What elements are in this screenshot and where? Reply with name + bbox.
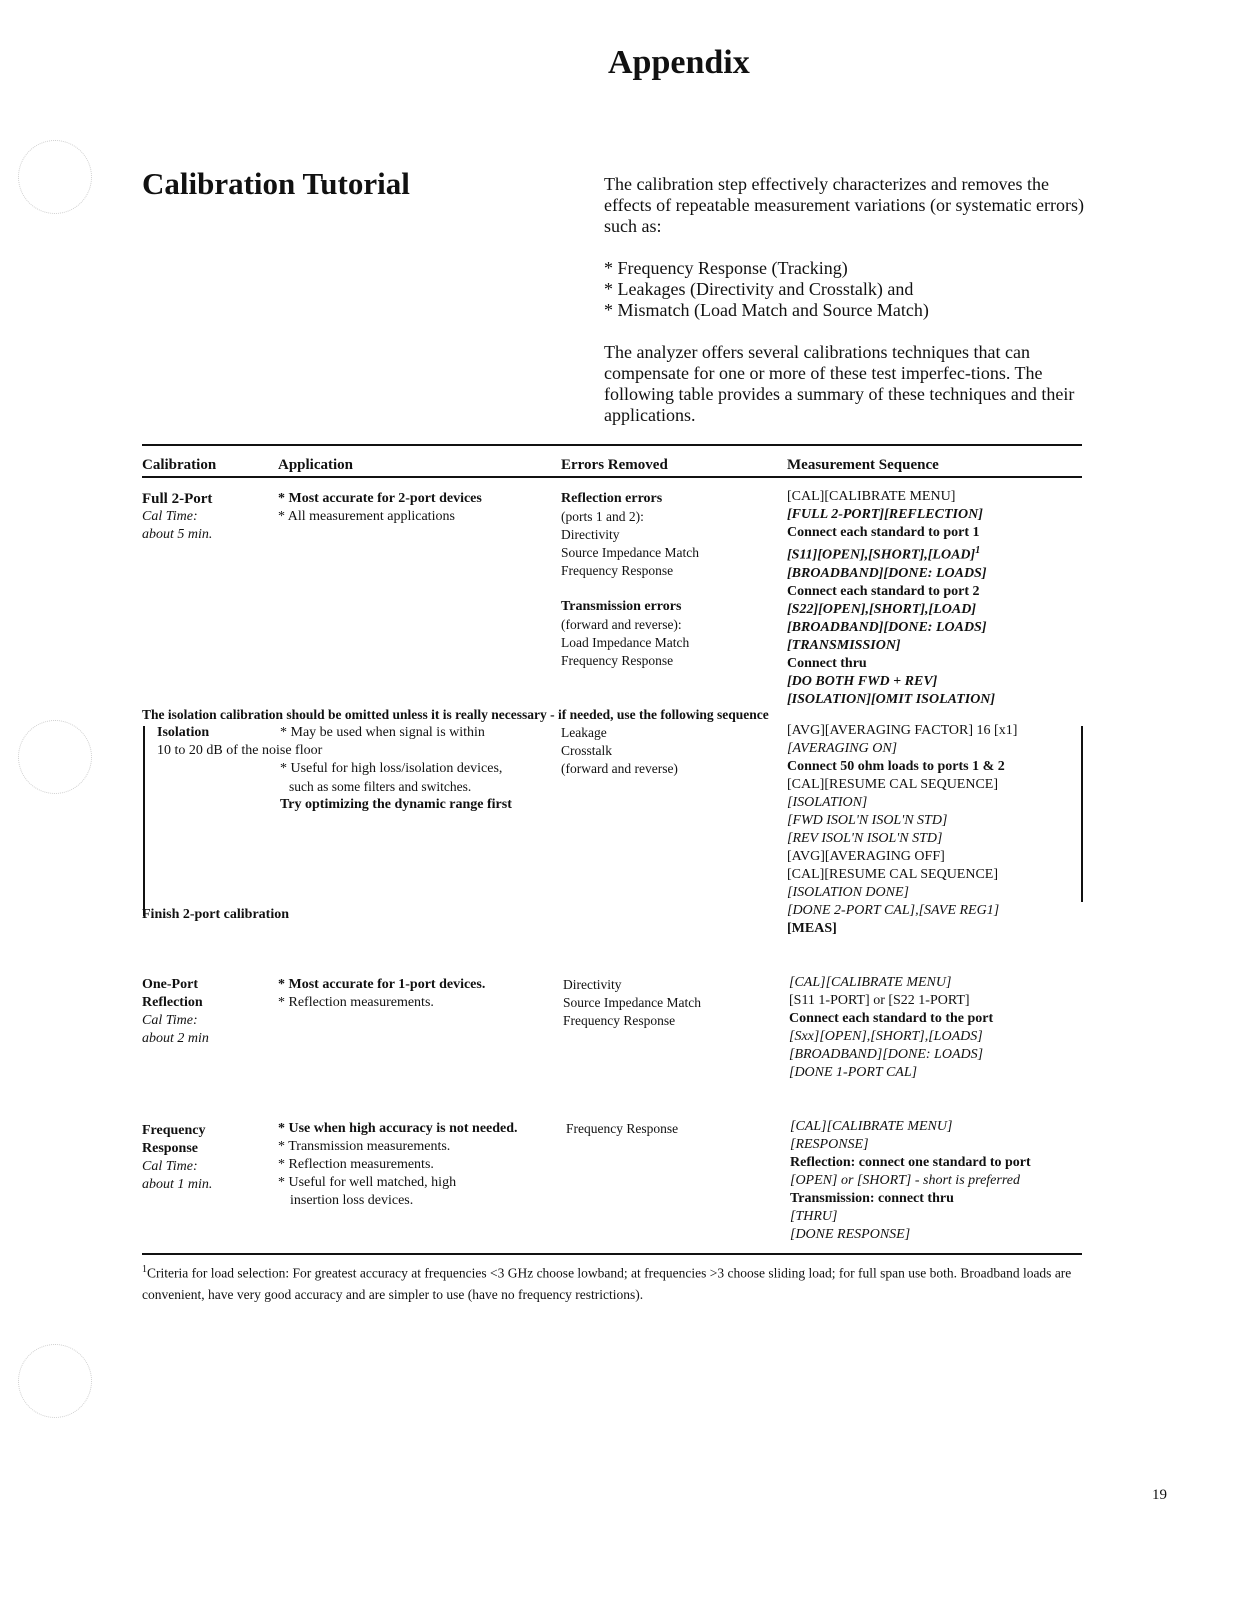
intro-paragraph-1: The calibration step effectively characterizes and removes the effects of repeatable measurement variations (or systematic errors) such as: bbox=[604, 174, 1084, 236]
full-2port-err: Directivity bbox=[561, 527, 620, 542]
footnote-mark: 1 bbox=[142, 1264, 147, 1275]
full-2port-seq: [BROADBAND][DONE: LOADS] bbox=[787, 619, 987, 635]
intro-paragraph-2: The analyzer offers several calibrations techniques that can compensate for one or more of these test imperfec-tions. The following table provides a summary of these techniques and their applications. bbox=[604, 342, 1075, 425]
full-2port-seq: [TRANSMISSION] bbox=[787, 637, 901, 653]
full-2port-seq: Connect thru bbox=[787, 655, 867, 671]
isolation-sequence-cell bbox=[787, 722, 1017, 902]
oneport-app-1: * Most accurate for 1-port devices. bbox=[278, 977, 486, 992]
isolation-name: Isolation bbox=[157, 725, 210, 740]
intro-bullet: * Frequency Response (Tracking) bbox=[604, 258, 848, 278]
freqresp-app-1: * Use when high accuracy is not needed. bbox=[278, 1121, 518, 1136]
oneport-seq: [BROADBAND][DONE: LOADS] bbox=[789, 1047, 984, 1062]
intro-bullet-list bbox=[604, 258, 1094, 321]
freqresp-seq: [THRU] bbox=[790, 1209, 838, 1224]
isolation-seq: [REV ISOL'N ISOL'N STD] bbox=[787, 831, 943, 846]
full-2port-err: (forward and reverse): bbox=[561, 617, 682, 632]
isolation-seq: [AVERAGING ON] bbox=[787, 741, 898, 756]
binder-hole-top bbox=[18, 140, 92, 214]
isolation-seq: [FWD ISOL'N ISOL'N STD] bbox=[787, 813, 948, 828]
column-header-errors: Errors Removed bbox=[561, 457, 668, 473]
oneport-err: Directivity bbox=[563, 977, 622, 992]
freqresp-cal-time-label: Cal Time: bbox=[142, 1159, 198, 1174]
isolation-note: The isolation calibration should be omitted unless it is really necessary - if needed, use the following sequence bbox=[142, 707, 769, 722]
oneport-name-2: Reflection bbox=[142, 995, 203, 1010]
oneport-err: Frequency Response bbox=[563, 1013, 676, 1028]
full-2port-seq: [DO BOTH FWD + REV] bbox=[787, 673, 938, 689]
full-2port-err: Load Impedance Match bbox=[561, 635, 690, 650]
oneport-app-2: * Reflection measurements. bbox=[278, 995, 434, 1010]
finish-2port-label: Finish 2-port calibration bbox=[142, 907, 290, 922]
full-2port-cal-time: about 5 min. bbox=[142, 527, 213, 542]
full-2port-seq: [S11][OPEN],[SHORT],[LOAD] bbox=[787, 547, 976, 563]
full-2port-seq: [BROADBAND][DONE: LOADS] bbox=[787, 565, 987, 581]
footnote-text: Criteria for load selection: For greatest accuracy at frequencies <3 GHz choose lowband; at frequencies >3 choose sliding load; for full span use both. Broadband loads are convenient, have very good accuracy and are simpler to use (have no frequency restrictions). bbox=[142, 1265, 1072, 1302]
freqresp-name-1: Frequency bbox=[142, 1123, 206, 1138]
freqresp-calibration-cell bbox=[142, 1122, 212, 1194]
full-2port-calibration-cell bbox=[142, 490, 212, 544]
footnote-rule bbox=[142, 1253, 1082, 1255]
table-top-rule bbox=[142, 444, 1082, 446]
freqresp-app-3: * Reflection measurements. bbox=[278, 1157, 434, 1172]
full-2port-seq: [S22][OPEN],[SHORT],[LOAD] bbox=[787, 601, 976, 617]
freqresp-app-2: * Transmission measurements. bbox=[278, 1139, 451, 1154]
intro-text bbox=[604, 174, 1094, 426]
isolation-seq: [AVG][AVERAGING OFF] bbox=[787, 849, 945, 864]
full-2port-name: Full 2-Port bbox=[142, 491, 213, 507]
column-header-sequence: Measurement Sequence bbox=[787, 457, 939, 473]
oneport-seq: Connect each standard to the port bbox=[789, 1011, 994, 1026]
intro-bullet: * Mismatch (Load Match and Source Match) bbox=[604, 300, 929, 320]
oneport-calibration-cell bbox=[142, 976, 209, 1048]
isolation-app-3: Try optimizing the dynamic range first bbox=[280, 797, 512, 812]
full-2port-sequence-cell bbox=[787, 488, 995, 709]
isolation-err: Leakage bbox=[561, 725, 607, 740]
header-rule bbox=[142, 476, 1082, 478]
freqresp-seq: [OPEN] or [SHORT] - short is preferred bbox=[790, 1173, 1020, 1188]
finish-seq: [MEAS] bbox=[787, 921, 837, 936]
full-2port-app-1: * Most accurate for 2-port devices bbox=[278, 491, 482, 506]
oneport-sequence-cell bbox=[789, 974, 993, 1082]
isolation-seq: Connect 50 ohm loads to ports 1 & 2 bbox=[787, 759, 1005, 774]
isolation-bracket-right bbox=[1081, 726, 1083, 902]
oneport-err: Source Impedance Match bbox=[563, 995, 701, 1010]
isolation-calibration-cell bbox=[157, 724, 209, 742]
full-2port-err: Frequency Response bbox=[561, 563, 674, 578]
freqresp-seq: [RESPONSE] bbox=[790, 1137, 869, 1152]
oneport-seq: [DONE 1-PORT CAL] bbox=[789, 1065, 918, 1080]
column-header-application: Application bbox=[278, 457, 354, 473]
column-header-calibration: Calibration bbox=[142, 457, 217, 473]
isolation-app-2b: such as some filters and switches. bbox=[289, 779, 472, 794]
full-2port-seq: [CAL][CALIBRATE MENU] bbox=[787, 489, 956, 504]
full-2port-err: (ports 1 and 2): bbox=[561, 509, 644, 524]
full-2port-err: Frequency Response bbox=[561, 653, 674, 668]
isolation-seq: [AVG][AVERAGING FACTOR] 16 [x1] bbox=[787, 723, 1018, 738]
oneport-seq: [S11 1-PORT] or [S22 1-PORT] bbox=[789, 993, 970, 1008]
isolation-err: Crosstalk bbox=[561, 743, 613, 758]
oneport-application-cell bbox=[278, 976, 485, 1012]
isolation-seq: [ISOLATION] bbox=[787, 795, 868, 810]
finish-seq: [DONE 2-PORT CAL],[SAVE REG1] bbox=[787, 903, 1000, 918]
freqresp-name-2: Response bbox=[142, 1141, 199, 1156]
footnote-reference-mark: 1 bbox=[975, 545, 981, 556]
isolation-seq: [ISOLATION DONE] bbox=[787, 885, 909, 900]
freqresp-sequence-cell bbox=[790, 1118, 1031, 1244]
freqresp-seq: Reflection: connect one standard to port bbox=[790, 1155, 1031, 1170]
freqresp-app-4b: insertion loss devices. bbox=[290, 1193, 414, 1208]
freqresp-seq: [CAL][CALIBRATE MENU] bbox=[790, 1119, 953, 1134]
full-2port-err: Reflection errors bbox=[561, 491, 663, 506]
intro-bullet: * Leakages (Directivity and Crosstalk) and bbox=[604, 279, 914, 299]
binder-hole-bottom bbox=[18, 1344, 92, 1418]
full-2port-err: Transmission errors bbox=[561, 599, 682, 614]
page-number: 19 bbox=[1152, 1487, 1167, 1503]
isolation-app-1: * May be used when signal is within bbox=[280, 725, 485, 740]
isolation-bracket-left bbox=[143, 726, 145, 916]
full-2port-errors-cell bbox=[561, 490, 699, 670]
oneport-seq: [Sxx][OPEN],[SHORT],[LOADS] bbox=[789, 1029, 983, 1044]
oneport-cal-time-label: Cal Time: bbox=[142, 1013, 198, 1028]
isolation-err: (forward and reverse) bbox=[561, 761, 678, 776]
finish-sequence-cell bbox=[787, 902, 999, 938]
freqresp-application-cell bbox=[278, 1120, 518, 1210]
full-2port-seq-with-note bbox=[787, 542, 995, 565]
oneport-errors-cell bbox=[563, 976, 701, 1030]
isolation-errors-cell bbox=[561, 724, 678, 778]
binder-hole-middle bbox=[18, 720, 92, 794]
full-2port-seq: Connect each standard to port 1 bbox=[787, 525, 980, 540]
isolation-seq: [CAL][RESUME CAL SEQUENCE] bbox=[787, 777, 999, 792]
page-heading: Appendix bbox=[608, 44, 750, 81]
freqresp-cal-time: about 1 min. bbox=[142, 1177, 213, 1192]
oneport-name-1: One-Port bbox=[142, 977, 198, 992]
freqresp-errors-cell bbox=[566, 1120, 678, 1138]
freqresp-err: Frequency Response bbox=[566, 1121, 679, 1136]
freqresp-seq: [DONE RESPONSE] bbox=[790, 1227, 911, 1242]
full-2port-cal-time-label: Cal Time: bbox=[142, 509, 198, 524]
full-2port-app-2: * All measurement applications bbox=[278, 509, 455, 524]
section-title: Calibration Tutorial bbox=[142, 166, 410, 201]
full-2port-application-cell bbox=[278, 490, 482, 526]
footnote bbox=[142, 1259, 1092, 1305]
oneport-cal-time: about 2 min bbox=[142, 1031, 209, 1046]
isolation-app-1b: 10 to 20 dB of the noise floor bbox=[157, 743, 323, 758]
full-2port-seq: Connect each standard to port 2 bbox=[787, 583, 980, 599]
isolation-app-2: * Useful for high loss/isolation devices, bbox=[280, 761, 503, 776]
oneport-seq: [CAL][CALIBRATE MENU] bbox=[789, 975, 952, 990]
freqresp-seq: Transmission: connect thru bbox=[790, 1191, 954, 1206]
full-2port-seq: [FULL 2-PORT][REFLECTION] bbox=[787, 507, 983, 522]
freqresp-app-4: * Useful for well matched, high bbox=[278, 1175, 457, 1190]
isolation-seq: [CAL][RESUME CAL SEQUENCE] bbox=[787, 867, 999, 882]
full-2port-err: Source Impedance Match bbox=[561, 545, 699, 560]
full-2port-seq: [ISOLATION][OMIT ISOLATION] bbox=[787, 691, 996, 707]
